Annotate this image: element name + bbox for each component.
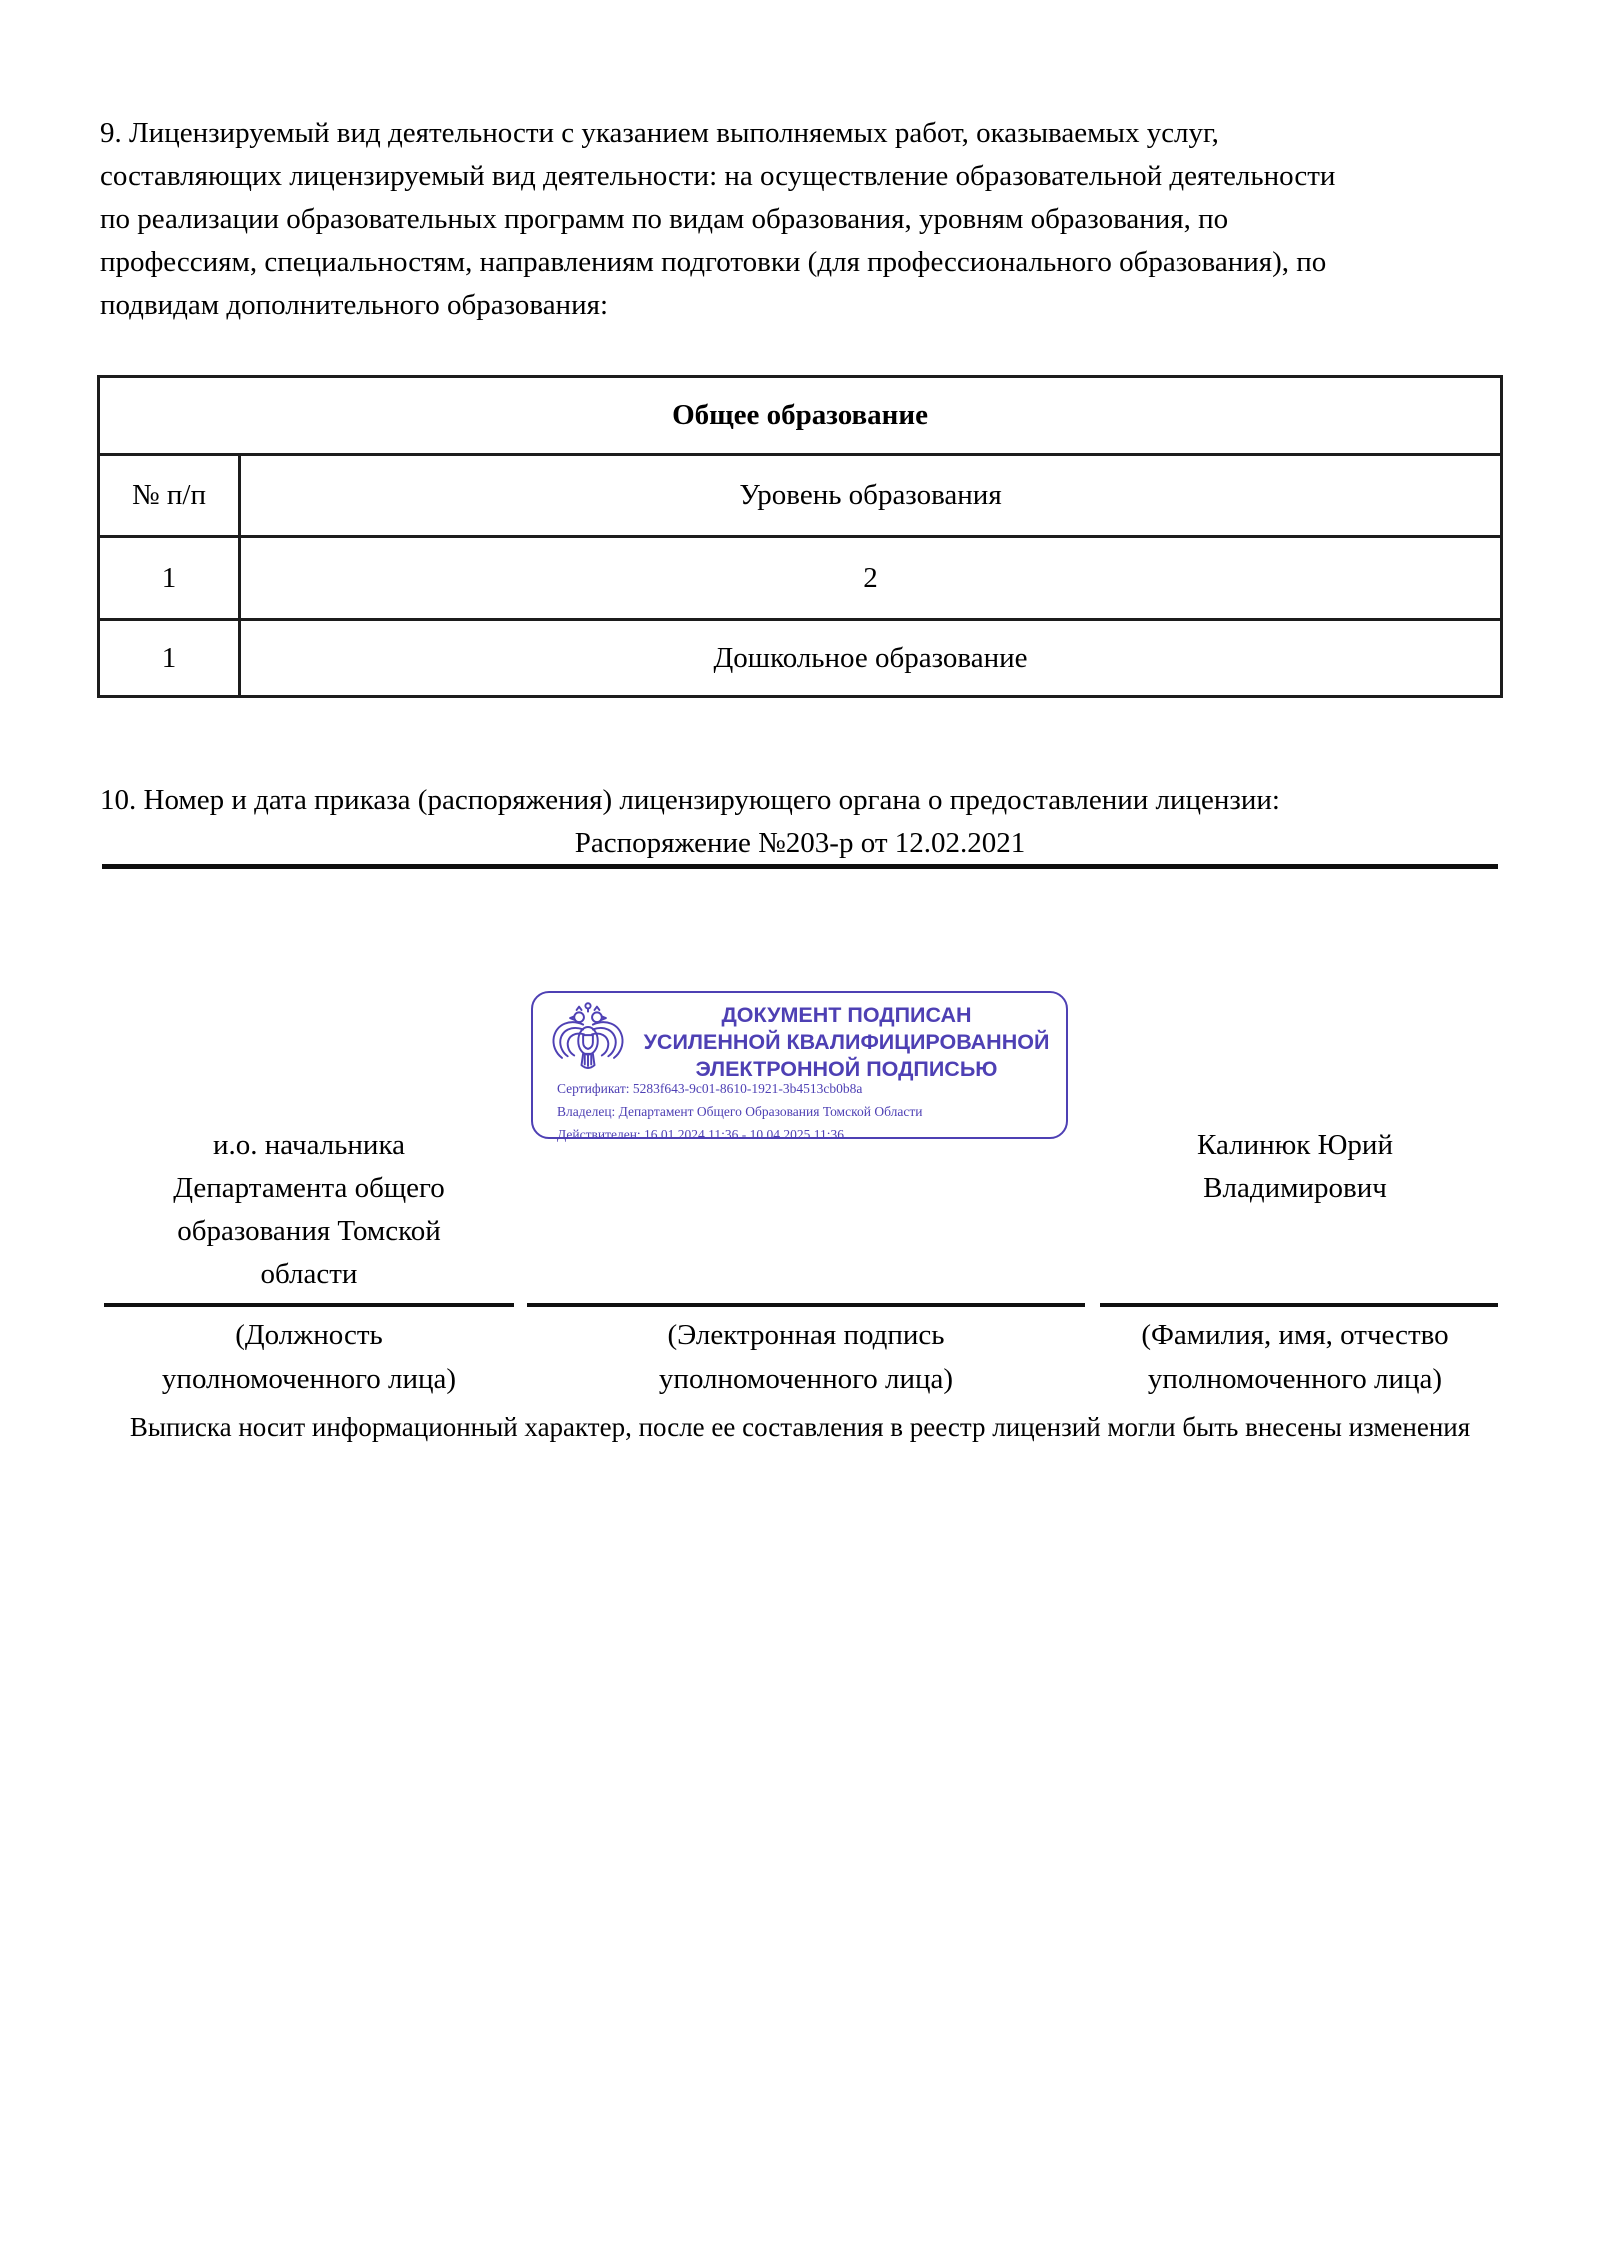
russian-coat-of-arms-icon (547, 1001, 629, 1079)
table-cell: 1 (99, 537, 240, 620)
caption-line: уполномоченного лица) (161, 1363, 457, 1395)
table-title: Общее образование (99, 377, 1502, 455)
caption-line: (Фамилия, имя, отчество (1141, 1319, 1449, 1351)
stamp-title (631, 1002, 1062, 1083)
certificate-number: Сертификат: 5283f643-9c01-8610-1921-3b4513cb0b8a (557, 1081, 863, 1096)
signature-line-esign (527, 1303, 1085, 1307)
horizontal-rule (102, 864, 1498, 869)
caption-line: (Электронная подпись (667, 1319, 945, 1351)
position-line: образования Томской (177, 1215, 441, 1247)
licensed-activity-paragraph (100, 112, 1510, 327)
position-line: области (260, 1258, 358, 1290)
paragraph-line: составляющих лицензируемый вид деятельности: на осуществление образовательной деятельности (100, 160, 1336, 192)
signatory-position (104, 1124, 514, 1296)
signature-line-name (1100, 1303, 1498, 1307)
table-header-level: Уровень образования (240, 455, 1502, 537)
caption-line: (Должность (235, 1319, 383, 1351)
license-order-value: Распоряжение №203-р от 12.02.2021 (574, 827, 1026, 859)
table-title-row (99, 377, 1502, 455)
position-line: Департамента общего (173, 1172, 445, 1204)
stamp-title-line: ДОКУМЕНТ ПОДПИСАН (721, 1003, 972, 1027)
table-cell: 1 (99, 620, 240, 697)
table-cell: Дошкольное образование (240, 620, 1502, 697)
caption-position (104, 1313, 514, 1401)
table-header-row (99, 455, 1502, 537)
stamp-details (557, 1077, 1060, 1146)
informational-note: Выписка носит информационный характер, после ее составления в реестр лицензий могли быть внесены изменения (129, 1412, 1471, 1442)
position-line: и.о. начальника (213, 1129, 405, 1161)
table-row (99, 620, 1502, 697)
table-header-number: № п/п (99, 455, 240, 537)
digital-signature-stamp (531, 991, 1068, 1142)
paragraph-line: 9. Лицензируемый вид деятельности с указанием выполняемых работ, оказываемых услуг, (100, 117, 1219, 149)
name-line: Владимирович (1203, 1172, 1387, 1204)
caption-line: уполномоченного лица) (1147, 1363, 1443, 1395)
caption-esign (527, 1313, 1085, 1401)
stamp-title-line: УСИЛЕННОЙ КВАЛИФИЦИРОВАННОЙ (643, 1030, 1050, 1054)
name-line: Калинюк Юрий (1197, 1129, 1393, 1161)
table-cell: 2 (240, 537, 1502, 620)
signature-line-position (104, 1303, 514, 1307)
certificate-validity: Действителен: 16.01.2024 11:36 - 10.04.2025 11:36 (557, 1127, 845, 1142)
stamp-title-line: ЭЛЕКТРОННОЙ ПОДПИСЬЮ (695, 1057, 998, 1081)
caption-line: уполномоченного лица) (658, 1363, 954, 1395)
caption-name (1092, 1313, 1498, 1401)
license-order-paragraph: 10. Номер и дата приказа (распоряжения) лицензирующего органа о предоставлении лицензии: (100, 784, 1280, 816)
paragraph-line: по реализации образовательных программ по видам образования, уровням образования, по (100, 203, 1229, 235)
general-education-table (97, 375, 1503, 698)
table-row (99, 537, 1502, 620)
signatory-name (1092, 1124, 1498, 1210)
paragraph-line: подвидам дополнительного образования: (100, 289, 608, 321)
certificate-owner: Владелец: Департамент Общего Образования Томской Области (557, 1104, 923, 1119)
paragraph-line: профессиям, специальностям, направлениям подготовки (для профессионального образования), по (100, 246, 1327, 278)
